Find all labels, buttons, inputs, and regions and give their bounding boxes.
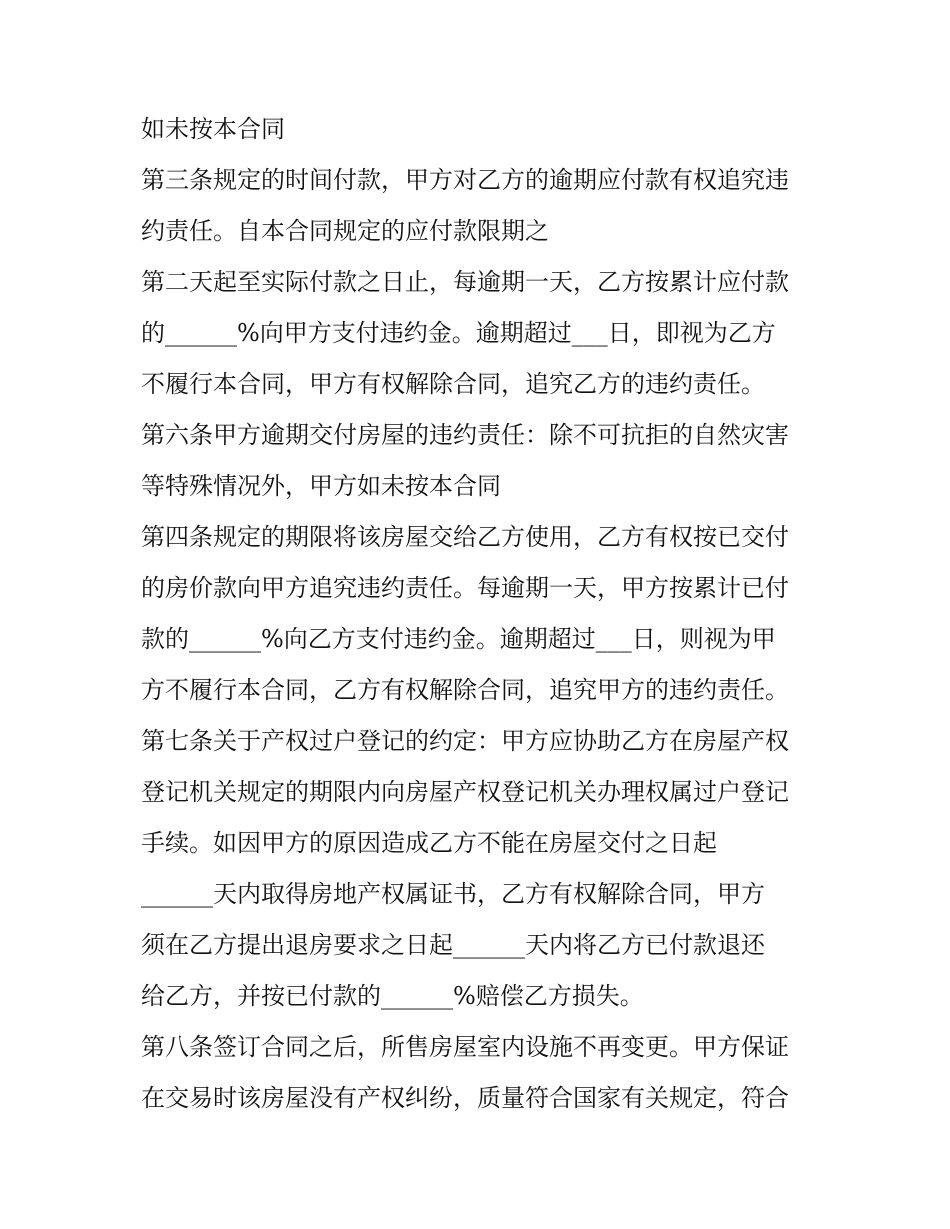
text-line: 约责任。自本合同规定的应付款限期之: [141, 217, 549, 245]
text-line: 第八条签订合同之后，所售房屋室内设施不再变更。甲方保证: [141, 1033, 789, 1061]
text-line: 手续。如因甲方的原因造成乙方不能在房屋交付之日起: [141, 829, 717, 857]
text-line: 的______%向甲方支付违约金。逾期超过___日，即视为乙方: [141, 319, 776, 347]
contract-text-body: [141, 104, 821, 1124]
text-line: ______天内取得房地产权属证书，乙方有权解除合同，甲方: [141, 880, 765, 908]
text-line: 须在乙方提出退房要求之日起______天内将乙方已付款退还: [141, 931, 765, 959]
text-line: 登记机关规定的期限内向房屋产权登记机关办理权属过户登记: [141, 778, 789, 806]
text-line: 款的______%向乙方支付违约金。逾期超过___日，则视为甲: [141, 625, 776, 653]
text-line: 如未按本合同: [141, 115, 285, 143]
text-line: 的房价款向甲方追究违约责任。每逾期一天，甲方按累计已付: [141, 574, 789, 602]
text-line: 第四条规定的期限将该房屋交给乙方使用，乙方有权按已交付: [141, 523, 789, 551]
text-line: 第三条规定的时间付款，甲方对乙方的逾期应付款有权追究违: [141, 166, 789, 194]
text-line: 给乙方，并按已付款的______%赔偿乙方损失。: [141, 982, 644, 1010]
text-line: 第七条关于产权过户登记的约定：甲方应协助乙方在房屋产权: [141, 727, 789, 755]
text-line: 方不履行本合同，乙方有权解除合同，追究甲方的违约责任。: [141, 676, 789, 704]
text-line: 第六条甲方逾期交付房屋的违约责任：除不可抗拒的自然灾害: [141, 421, 789, 449]
text-line: 第二天起至实际付款之日止，每逾期一天，乙方按累计应付款: [141, 268, 789, 296]
text-line: 等特殊情况外，甲方如未按本合同: [141, 472, 501, 500]
text-line: 不履行本合同，甲方有权解除合同，追究乙方的违约责任。: [141, 370, 765, 398]
text-line: 在交易时该房屋没有产权纠纷，质量符合国家有关规定，符合: [141, 1084, 789, 1112]
